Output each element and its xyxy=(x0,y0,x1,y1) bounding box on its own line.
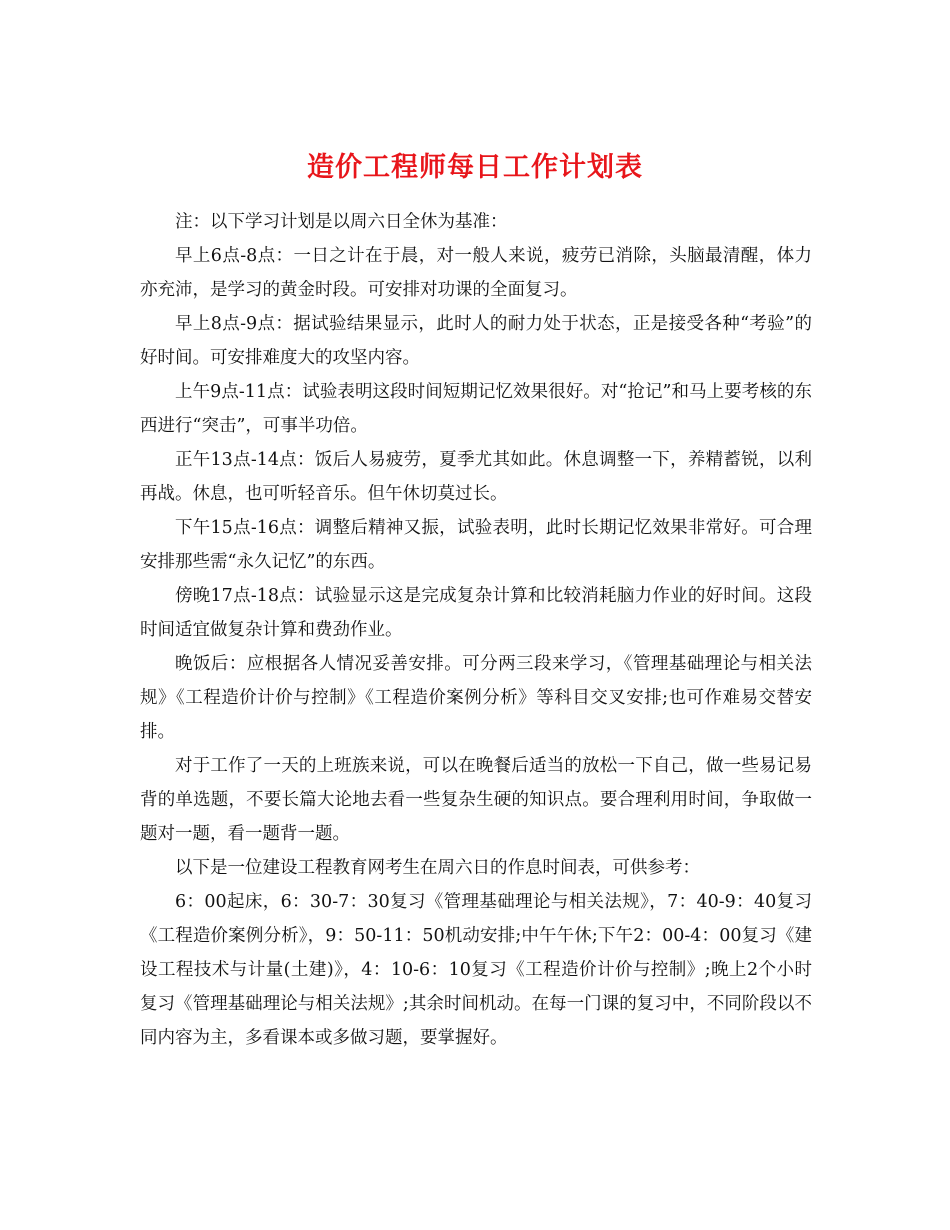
paragraph-6-8am: 早上6点-8点：一日之计在于晨，对一般人来说，疲劳已消除，头脑最清醒，体力亦充沛，是学习的黄金时段。可安排对功课的全面复习。 xyxy=(140,246,812,300)
paragraph-15-16pm: 下午15点-16点：调整后精神又振，试验表明，此时长期记忆效果非常好。可合理安排那些需“永久记忆”的东西。 xyxy=(140,518,812,572)
paragraph-after-dinner: 晚饭后：应根据各人情况妥善安排。可分两三段来学习，《管理基础理论与相关法规》《工程造价计价与控制》《工程造价案例分析》等科目交叉安排;也可作难易交替安排。 xyxy=(140,654,812,742)
paragraph-17-18pm: 傍晚17点-18点：试验显示这是完成复杂计算和比较消耗脑力作业的好时间。这段时间适宜做复杂计算和费劲作业。 xyxy=(140,586,812,640)
paragraph-schedule-detail: 6：00起床，6：30-7：30复习《管理基础理论与相关法规》，7：40-9：40复习《工程造价案例分析》，9：50-11：50机动安排;中午午休;下午2：00-4：00复习《建设工程技术与计量(土建)》，4：10-6：10复习《工程造价计价与控制》;晚上2个小时复习《管理基础理论与相关法规》;其余时间机动。在每一门课的复习中，不同阶段以不同内容为主，多看课本或多做习题，要掌握好。 xyxy=(140,892,812,1048)
paragraph-8-9am: 早上8点-9点：据试验结果显示，此时人的耐力处于状态，正是接受各种“考验”的好时间。可安排难度大的攻坚内容。 xyxy=(140,314,812,368)
document-title: 造价工程师每日工作计划表 xyxy=(307,152,643,184)
paragraph-office-workers: 对于工作了一天的上班族来说，可以在晚餐后适当的放松一下自己，做一些易记易背的单选题，不要长篇大论地去看一些复杂生硬的知识点。要合理利用时间，争取做一题对一题，看一题背一题。 xyxy=(140,756,812,844)
paragraph-9-11am: 上午9点-11点：试验表明这段时间短期记忆效果很好。对“抢记”和马上要考核的东西进行“突击”，可事半功倍。 xyxy=(140,382,812,436)
document-body xyxy=(140,205,812,1055)
paragraph-note: 注：以下学习计划是以周六日全休为基准： xyxy=(175,212,508,232)
paragraph-13-14pm: 正午13点-14点：饭后人易疲劳，夏季尤其如此。休息调整一下，养精蓄锐，以利再战。休息，也可听轻音乐。但午休切莫过长。 xyxy=(140,450,812,504)
paragraph-schedule-intro: 以下是一位建设工程教育网考生在周六日的作息时间表，可供参考： xyxy=(175,858,700,878)
